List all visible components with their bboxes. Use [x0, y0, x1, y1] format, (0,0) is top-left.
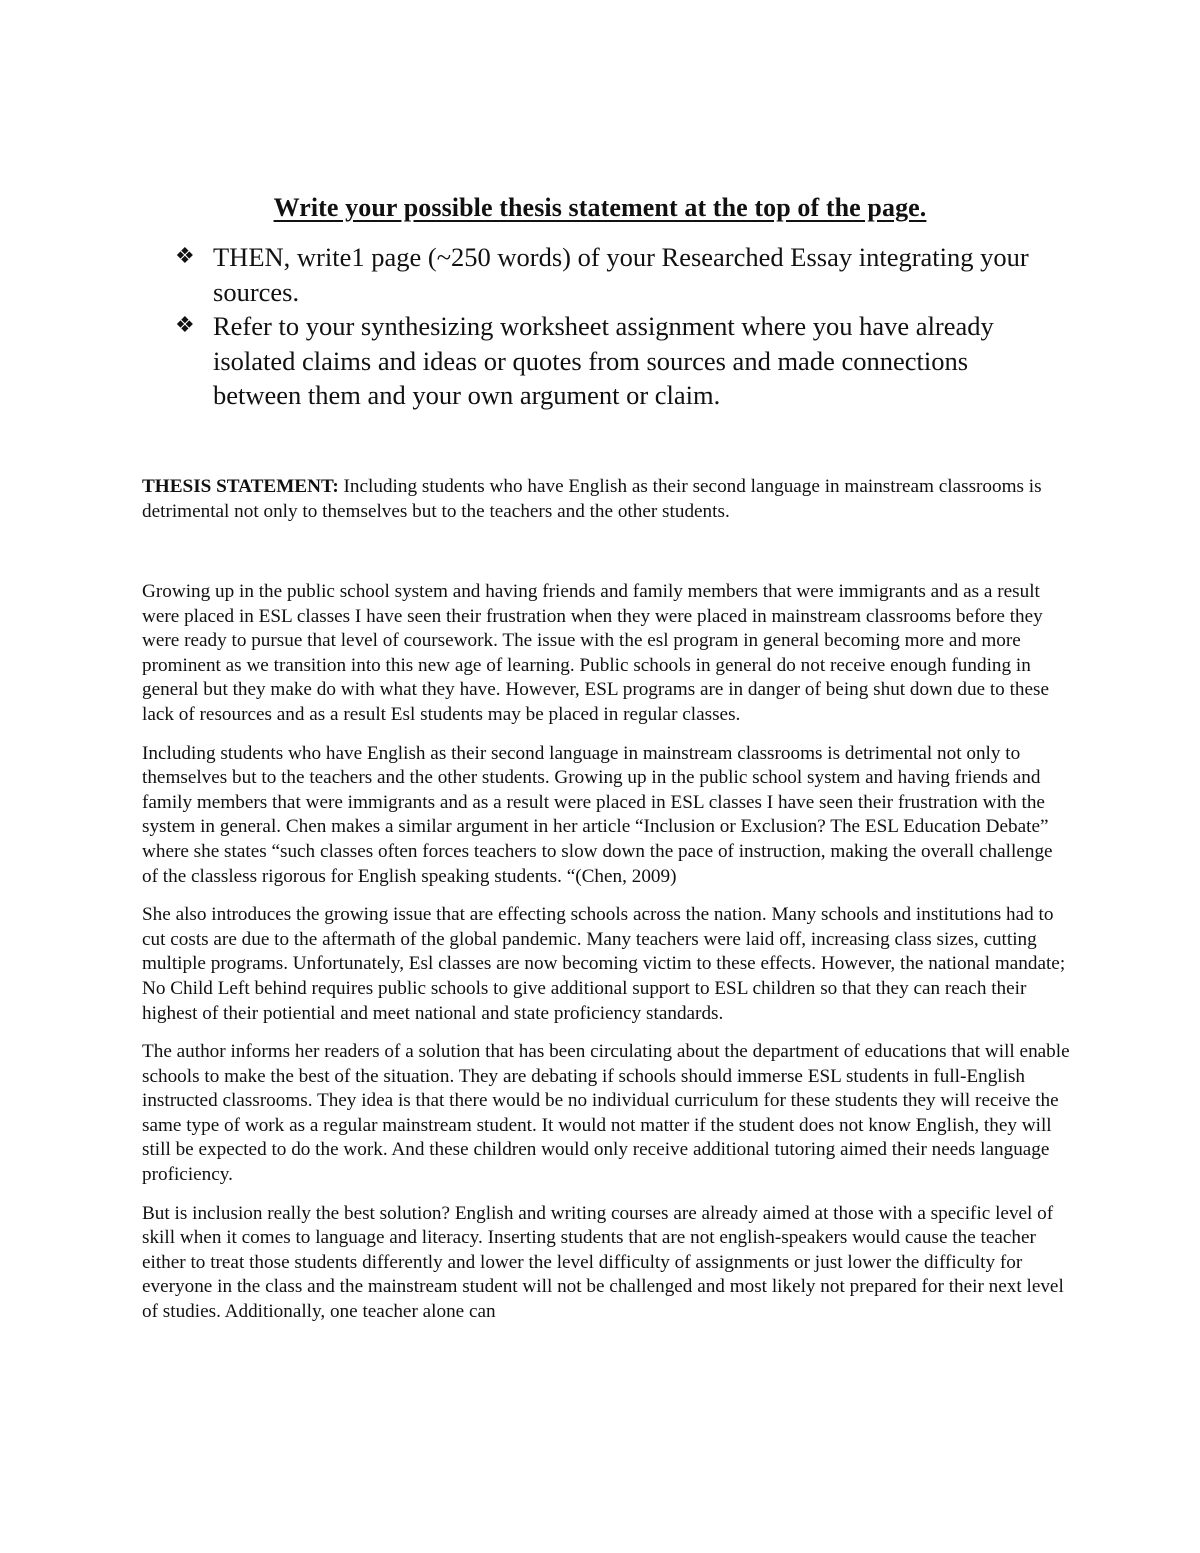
thesis-text: Including students who have English as their second language in mainstream classrooms is detrimental not only to themselves but to the teachers and the other students. — [142, 476, 1042, 522]
diamond-bullet-icon: ❖ — [175, 244, 195, 269]
instruction-item — [175, 309, 1055, 413]
instruction-text: Refer to your synthesizing worksheet assignment where you have already isolated claims and ideas or quotes from sources and made connections between them and your own argument or claim. — [213, 311, 994, 410]
essay-paragraph: The author informs her readers of a solution that has been circulating about the department of educations that will enable schools to make the best of the situation. They are debating if schools should immerse ESL students in full-English instructed classrooms. They idea is that there would be no individual curriculum for these students they will receive the same type of work as a regular mainstream student. It would not matter if the student does not know English, they will still be expected to do the work. And these children would only receive additional tutoring aimed their needs language proficiency. — [142, 1041, 1070, 1186]
essay-paragraph: She also introduces the growing issue that are effecting schools across the nation. Many schools and institutions had to cut costs are due to the aftermath of the global pandemic. Many teachers were laid off, increasing class sizes, cutting multiple programs. Unfortunately, Esl classes are now becoming victim to these effects. However, the national mandate; No Child Left behind requires public schools to give additional support to ESL children so that they can reach their highest of their potiential and meet national and state proficiency standards. — [142, 904, 1066, 1024]
essay-paragraph: Including students who have English as their second language in mainstream classrooms is detrimental not only to themselves but to the teachers and the other students. Growing up in the public school system and having friends and family members that were immigrants and as a result were placed in ESL classes I have seen their frustration with the system in general. Chen makes a similar argument in her article “Inclusion or Exclusion? The ESL Education Debate” where she states “such classes often forces teachers to slow down the pace of instruction, making the overall challenge of the classless rigorous for English speaking students. “(Chen, 2009) — [142, 742, 1053, 887]
essay-paragraph: Growing up in the public school system and having friends and family members that were immigrants and as a result were placed in ESL classes I have seen their frustration when they were placed in mainstream classrooms before they were ready to pursue that level of coursework. The issue with the esl program in general becoming more and more prominent as we transition into this new age of learning. Public schools in general do not receive enough funding in general but they make do with what they have. However, ESL programs are in danger of being shut down due to these lack of resources and as a result Esl students may be placed in regular classes. — [142, 581, 1050, 725]
page-heading: Write your possible thesis statement at the top of the page. — [273, 193, 927, 222]
instruction-text: THEN, write1 page (~250 words) of your Researched Essay integrating your sources. — [213, 242, 1029, 307]
diamond-bullet-icon: ❖ — [175, 313, 195, 338]
essay-paragraph: But is inclusion really the best solution? English and writing courses are already aimed at those with a specific level of skill when it comes to language and literacy. Inserting students that are not english-speakers would cause the teacher either to treat those students differently and lower the level difficulty of assignments or just lower the difficulty for everyone in the class and the mainstream student will not be challenged and most likely not prepared for their next level of studies. Additionally, one teacher alone can — [142, 1202, 1064, 1323]
instruction-list — [175, 240, 1055, 413]
essay-body — [142, 580, 1072, 1339]
thesis-label: THESIS STATEMENT: — [142, 476, 339, 497]
instruction-item — [175, 240, 1055, 309]
thesis-statement — [142, 474, 1072, 524]
